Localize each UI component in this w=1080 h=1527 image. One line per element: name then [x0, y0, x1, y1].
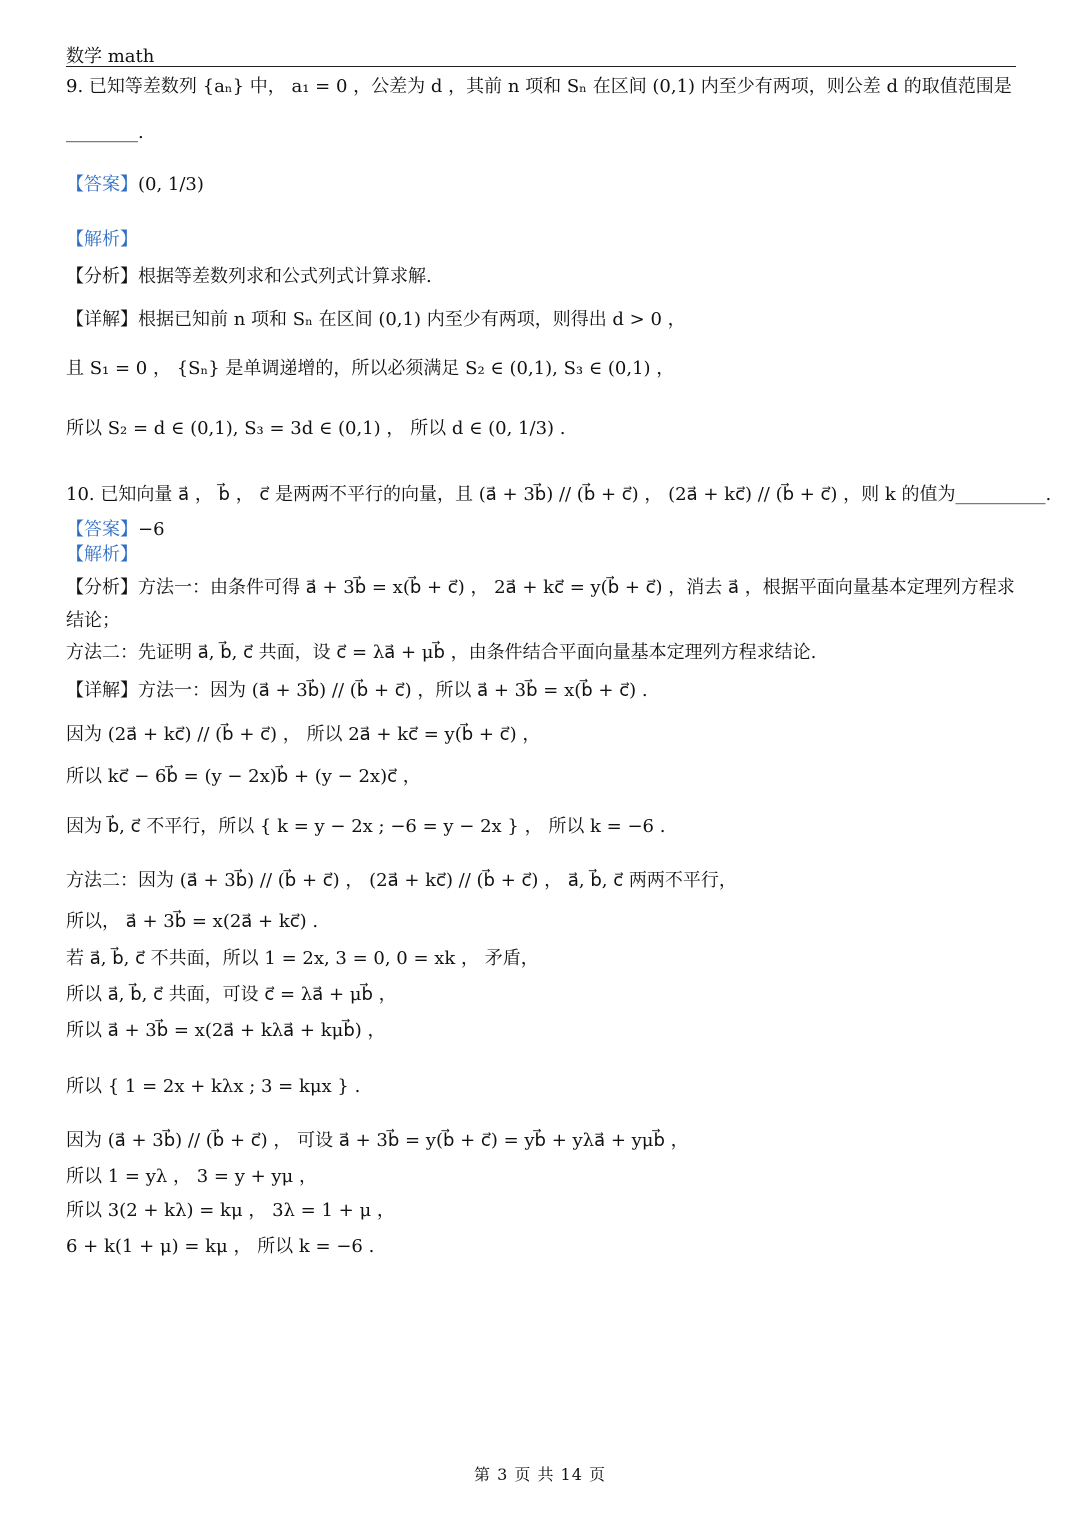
line-text: 【分析】根据等差数列求和公式列式计算求解. [66, 266, 432, 287]
line-text: 若 a⃗, b⃗, c⃗ 不共面，所以 1 = 2x, 3 = 0, 0 = xk ， 矛盾， [66, 948, 539, 969]
text-line [66, 1072, 1026, 1102]
text-line [66, 907, 1026, 937]
text-line [66, 480, 1052, 510]
section-label: 【答案】 [66, 519, 138, 540]
line-text: 方法二：因为 (a⃗ + 3b⃗) // (b⃗ + c⃗) ， (2a⃗ + kc⃗) // (b⃗ + c⃗) ， a⃗, b⃗, c⃗ 两两不平行， [66, 870, 737, 891]
line-text: 且 S₁ = 0 ， {Sₙ} 是单调递增的，所以必须满足 S₂ ∈ (0,1), S₃ ∈ (0,1) ， [66, 358, 675, 379]
line-text: 【分析】方法一：由条件可得 a⃗ + 3b⃗ = x(b⃗ + c⃗) ， 2a⃗ + kc⃗ = y(b⃗ + c⃗) ，消去 a⃗ ，根据平面向量基本定理列方程求 [66, 577, 1015, 598]
line-text: 所以 a⃗ + 3b⃗ = x(2a⃗ + kλa⃗ + kμb⃗) ， [66, 1020, 386, 1041]
line-text: 所以 1 = yλ ， 3 = y + yμ ， [66, 1166, 317, 1187]
text-line [66, 720, 1026, 750]
text-line [66, 944, 1026, 974]
text-line [66, 118, 1026, 148]
line-text: 因为 (2a⃗ + kc⃗) // (b⃗ + c⃗) ， 所以 2a⃗ + kc⃗ = y(b⃗ + c⃗) ， [66, 724, 541, 745]
text-line [66, 606, 1026, 636]
text-line [66, 1196, 1026, 1226]
line-text: 所以， a⃗ + 3b⃗ = x(2a⃗ + kc⃗) . [66, 911, 319, 932]
text-line [66, 354, 1026, 384]
line-text: 10. 已知向量 a⃗ ， b⃗ ， c⃗ 是两两不平行的向量，且 (a⃗ + 3b⃗) // (b⃗ + c⃗) ， (2a⃗ + kc⃗) // (b⃗ + c⃗) ，则 k 的值为__________. [66, 484, 1052, 505]
line-text: 所以 S₂ = d ∈ (0,1), S₃ = 3d ∈ (0,1) ， 所以 d ∈ (0, 1/3) . [66, 418, 566, 439]
page-header [66, 40, 1016, 67]
line-text: 因为 b⃗, c⃗ 不平行，所以 { k = y − 2x ; −6 = y − 2x } ， 所以 k = −6 . [66, 816, 666, 837]
line-text: (0, 1/3) [138, 174, 204, 195]
text-line [66, 414, 1026, 444]
text-line [66, 540, 1026, 570]
line-text: 所以 kc⃗ − 6b⃗ = (y − 2x)b⃗ + (y − 2x)c⃗ ， [66, 766, 421, 787]
text-line [66, 225, 1026, 255]
text-line [66, 638, 1026, 668]
line-text: −6 [138, 519, 165, 540]
text-line [66, 980, 1026, 1010]
text-line [66, 812, 1026, 842]
header-title: 数学 math [66, 46, 155, 67]
line-text: 【详解】根据已知前 n 项和 Sₙ 在区间 (0,1) 内至少有两项，则得出 d > 0 ， [66, 309, 686, 330]
line-text: 结论； [66, 610, 120, 631]
text-line [66, 170, 1026, 200]
text-line [66, 866, 1026, 896]
text-line [66, 1162, 1026, 1192]
text-line [66, 1126, 1026, 1156]
text-line [66, 1016, 1026, 1046]
section-label: 【解析】 [66, 544, 138, 565]
text-line [66, 1232, 1026, 1262]
text-line [66, 676, 1026, 706]
line-text: 【详解】方法一：因为 (a⃗ + 3b⃗) // (b⃗ + c⃗) ，所以 a⃗ + 3b⃗ = x(b⃗ + c⃗) . [66, 680, 648, 701]
page-footer: 第 3 页 共 14 页 [474, 1465, 606, 1484]
text-line [66, 305, 1026, 335]
line-text: 所以 a⃗, b⃗, c⃗ 共面，可设 c⃗ = λa⃗ + μb⃗ ， [66, 984, 397, 1005]
line-text: 所以 3(2 + kλ) = kμ ， 3λ = 1 + μ ， [66, 1200, 395, 1221]
line-text: 6 + k(1 + μ) = kμ ， 所以 k = −6 . [66, 1236, 375, 1257]
text-line [66, 762, 1026, 792]
text-line [66, 262, 1026, 292]
line-text: 因为 (a⃗ + 3b⃗) // (b⃗ + c⃗) ， 可设 a⃗ + 3b⃗ = y(b⃗ + c⃗) = yb⃗ + yλa⃗ + yμb⃗ ， [66, 1130, 689, 1151]
line-text: 所以 { 1 = 2x + kλx ; 3 = kμx } . [66, 1076, 361, 1097]
text-line [66, 573, 1026, 603]
line-text: 9. 已知等差数列 {aₙ} 中， a₁ = 0 ，公差为 d ，其前 n 项和 Sₙ 在区间 (0,1) 内至少有两项，则公差 d 的取值范围是 [66, 76, 1012, 97]
line-text: 方法二：先证明 a⃗, b⃗, c⃗ 共面，设 c⃗ = λa⃗ + μb⃗ ，由条件结合平面向量基本定理列方程求结论. [66, 642, 817, 663]
section-label: 【解析】 [66, 229, 138, 250]
text-line [66, 72, 1026, 102]
section-label: 【答案】 [66, 174, 138, 195]
line-text: ________. [66, 122, 144, 143]
